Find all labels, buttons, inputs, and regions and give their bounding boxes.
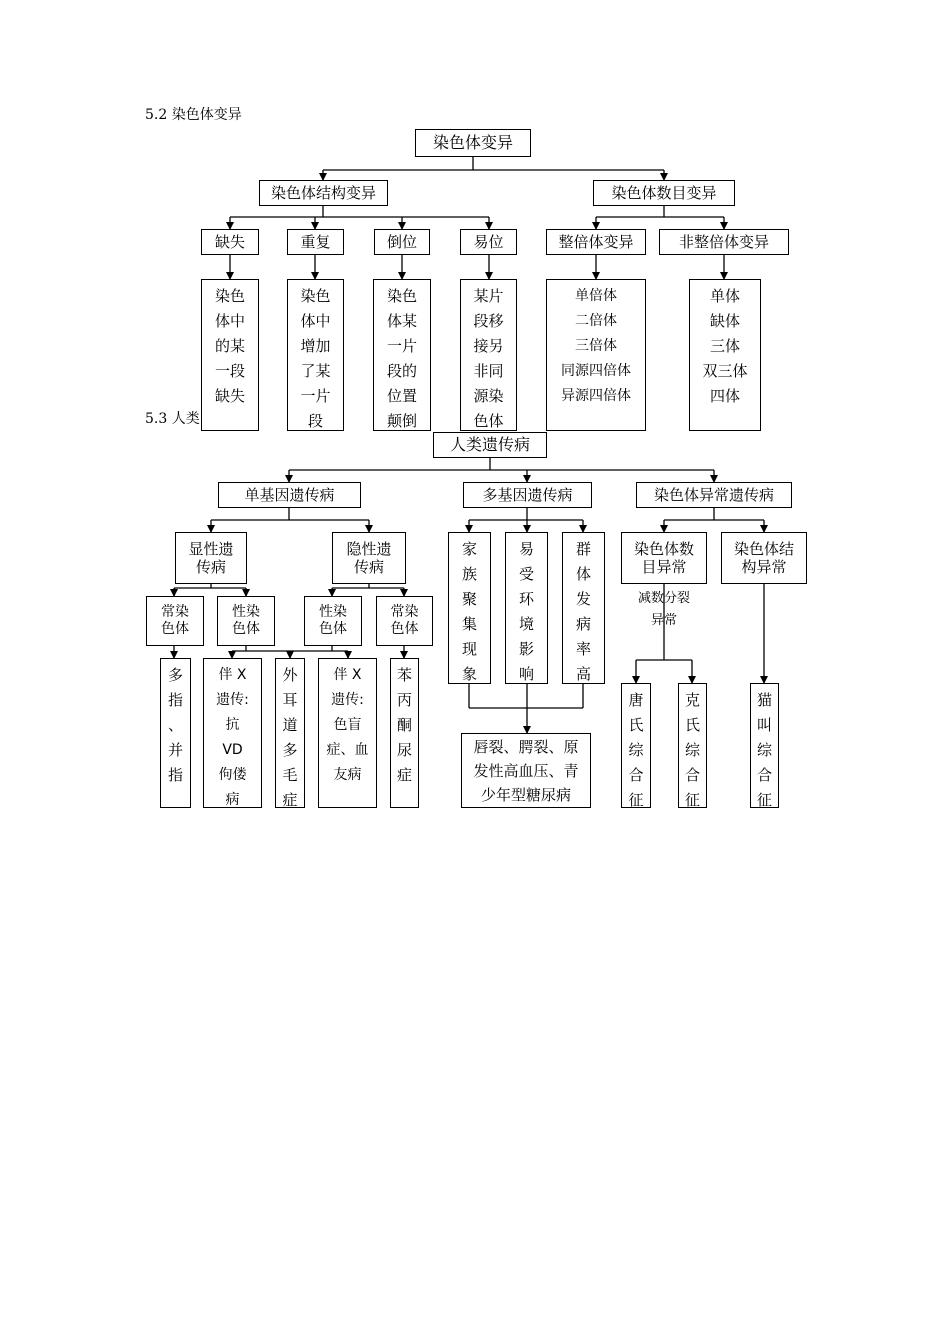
node-sex-linked-recessive: 性染 色体 xyxy=(304,596,362,646)
node-inversion-desc: 染色 体某 一片 段的 位置 颠倒 xyxy=(373,279,431,431)
node-chromosome-number-abnormality: 染色体数 目异常 xyxy=(621,532,707,584)
node-deletion: 缺失 xyxy=(201,229,259,255)
node-multi-gene-examples: 唇裂、腭裂、原 发性高血压、青 少年型糖尿病 xyxy=(461,733,591,808)
node-x-dominant-rickets: 伴 X 遗传: 抗 VD 佝偻 病 xyxy=(203,658,262,808)
node-structural-variation: 染色体结构变异 xyxy=(259,180,388,206)
node-aneuploid-desc: 单体 缺体 三体 双三体 四体 xyxy=(689,279,761,431)
node-duplication: 重复 xyxy=(287,229,344,255)
node-multi-gene: 多基因遗传病 xyxy=(463,482,592,508)
node-recessive: 隐性遗 传病 xyxy=(332,532,406,584)
node-chromosome-structure-abnormality: 染色体结 构异常 xyxy=(721,532,807,584)
node-inversion: 倒位 xyxy=(374,229,430,255)
node-aneuploid: 非整倍体变异 xyxy=(659,229,789,255)
node-single-gene: 单基因遗传病 xyxy=(218,482,361,508)
node-familial-aggregation: 家 族 聚 集 现 象 xyxy=(448,532,491,684)
node-euploid-desc: 单倍体 二倍体 三倍体 同源四倍体 异源四倍体 xyxy=(546,279,646,431)
node-pku: 苯 丙 酮 尿 症 xyxy=(390,658,419,808)
node-human-genetic-disease: 人类遗传病 xyxy=(433,432,547,458)
node-klinefelter-syndrome: 克 氏 综 合 征 xyxy=(678,683,707,808)
node-chromosome-variation: 染色体变异 xyxy=(415,129,531,157)
node-dominant: 显性遗 传病 xyxy=(175,532,247,584)
node-x-recessive: 伴 X 遗传: 色盲 症、血 友病 xyxy=(318,658,377,808)
node-numerical-variation: 染色体数目变异 xyxy=(593,180,735,206)
node-autosomal-dominant: 常染 色体 xyxy=(146,596,204,646)
node-deletion-desc: 染色 体中 的某 一段 缺失 xyxy=(201,279,259,431)
node-environment-influence: 易 受 环 境 影 响 xyxy=(505,532,548,684)
note-meiosis-abnormality: 减数分裂 异常 xyxy=(637,591,690,628)
node-hairy-ear: 外 耳 道 多 毛 症 xyxy=(275,658,305,808)
node-polydactyly: 多 指 、 并 指 xyxy=(160,658,191,808)
node-down-syndrome: 唐 氏 综 合 征 xyxy=(621,683,651,808)
node-high-incidence: 群 体 发 病 率 高 xyxy=(562,532,605,684)
node-translocation-desc: 某片 段移 接另 非同 源染 色体 xyxy=(460,279,517,431)
node-sex-linked-dominant: 性染 色体 xyxy=(217,596,275,646)
section-heading-5-3: 5.3 人类 xyxy=(145,411,200,427)
node-autosomal-recessive: 常染 色体 xyxy=(376,596,433,646)
node-translocation: 易位 xyxy=(460,229,517,255)
node-duplication-desc: 染色 体中 增加 了某 一片 段 xyxy=(287,279,344,431)
node-cri-du-chat-syndrome: 猫 叫 综 合 征 xyxy=(750,683,779,808)
section-heading-5-2: 5.2 染色体变异 xyxy=(145,107,242,123)
node-euploid: 整倍体变异 xyxy=(546,229,646,255)
node-chromosomal: 染色体异常遗传病 xyxy=(636,482,792,508)
